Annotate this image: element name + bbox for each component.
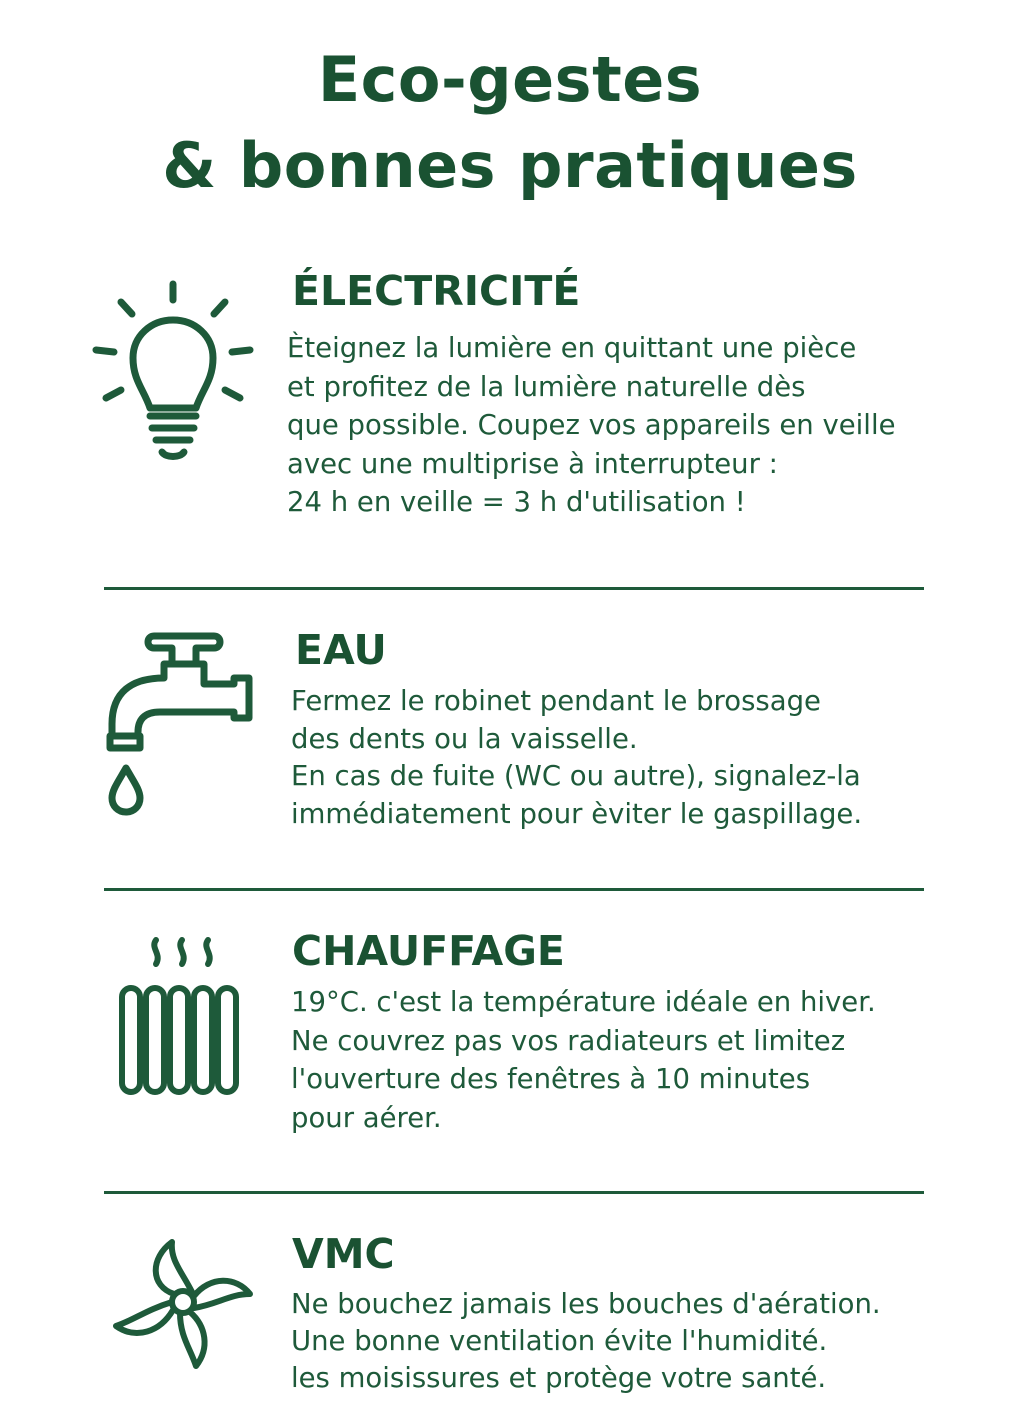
text-line: 24 h en veille = 3 h d'utilisation ! (287, 486, 746, 519)
text-line: immédiatement pour èviter le gaspillage. (291, 798, 863, 831)
section-divider (104, 1191, 924, 1194)
section-heading-chauffage: CHAUFFAGE (292, 927, 565, 975)
page-title-line-2: & bonnes pratiques (162, 129, 858, 202)
fan-icon (110, 1236, 256, 1370)
section-text-electricite (287, 329, 896, 522)
text-line: l'ouverture des fenêtres à 10 minutes (291, 1063, 811, 1096)
text-line: Ne couvrez pas vos radiateurs et limitez (291, 1024, 846, 1057)
text-line: des dents ou la vaisselle. (291, 722, 638, 755)
faucet-icon (104, 628, 259, 818)
text-line: pour aérer. (291, 1101, 442, 1134)
text-line: et profitez de la lumière naturelle dès (287, 370, 806, 403)
page-title-line-1: Eco-gestes (317, 43, 703, 116)
text-line: les moisissures et protège votre santé. (291, 1362, 827, 1394)
text-line: Fermez le robinet pendant le brossage (291, 685, 821, 717)
section-divider (104, 888, 924, 891)
text-line: En cas de fuite (WC ou autre), signalez-la (291, 760, 861, 793)
section-heading-eau: EAU (295, 626, 387, 674)
lightbulb-icon (88, 280, 258, 470)
text-line: Èteignez la lumière en quittant une pièce (287, 332, 857, 364)
text-line: que possible. Coupez vos appareils en veille (287, 409, 896, 442)
section-text-chauffage (291, 983, 876, 1137)
text-line: 19°C. c'est la température idéale en hiver. (291, 986, 876, 1018)
section-heading-electricite: ÉLECTRICITÉ (292, 267, 581, 315)
section-text-eau (291, 683, 862, 834)
section-text-vmc (291, 1286, 881, 1397)
text-line: avec une multiprise à interrupteur : (287, 447, 778, 480)
section-divider (104, 587, 924, 590)
section-heading-vmc: VMC (292, 1230, 395, 1278)
text-line: Une bonne ventilation évite l'humidité. (291, 1325, 828, 1357)
radiator-icon (116, 936, 248, 1098)
text-line: Ne bouchez jamais les bouches d'aération. (291, 1288, 881, 1320)
